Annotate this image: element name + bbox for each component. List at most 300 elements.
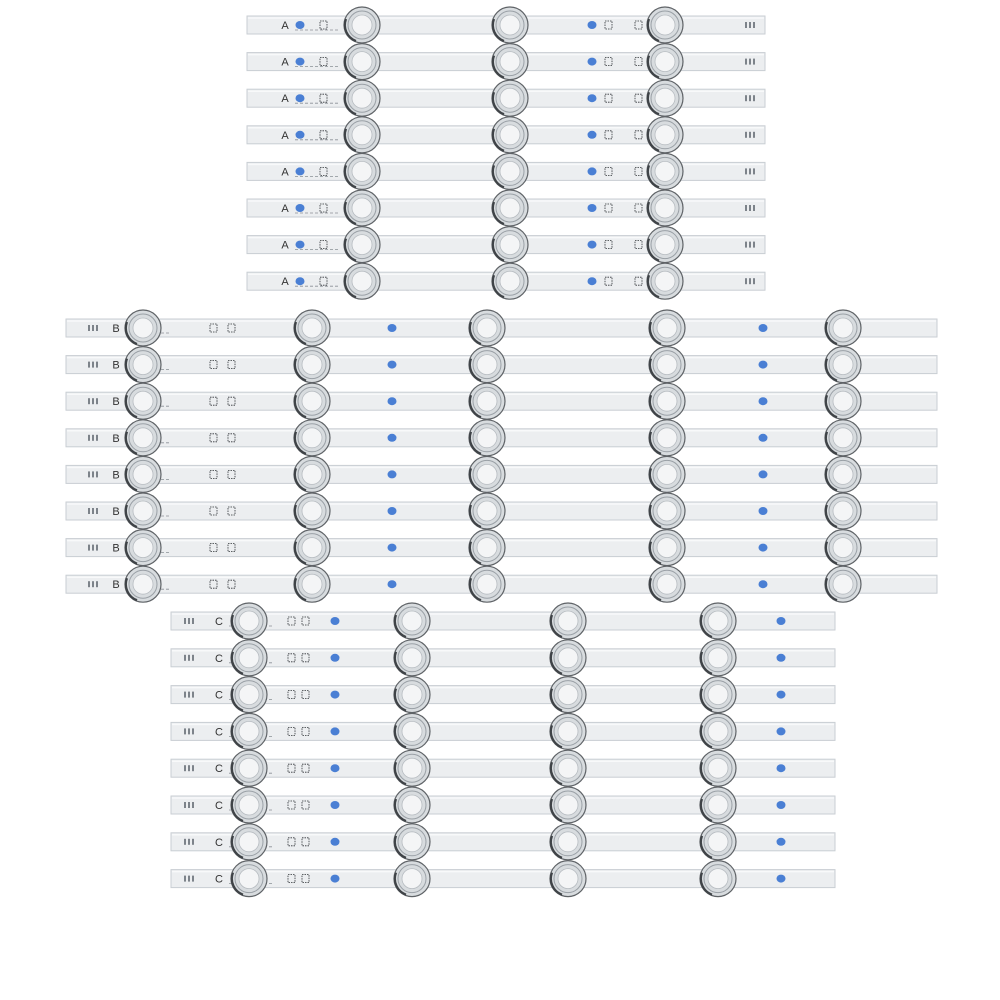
- lens-inner: [558, 721, 578, 741]
- lens-inner: [402, 832, 422, 852]
- lens-inner: [657, 428, 677, 448]
- lens-inner: [239, 758, 259, 778]
- lens-inner: [477, 428, 497, 448]
- lens-inner: [657, 574, 677, 594]
- blue-marker: [388, 434, 397, 442]
- led-lens: [700, 861, 736, 897]
- led-lens: [469, 566, 505, 602]
- led-lens: [492, 190, 528, 226]
- led-lens: [125, 493, 161, 529]
- blue-marker: [331, 875, 340, 883]
- led-lens: [231, 640, 267, 676]
- lens-inner: [402, 869, 422, 889]
- strip-letter-label: C: [215, 763, 223, 776]
- led-lens: [700, 824, 736, 860]
- blue-marker: [759, 544, 768, 552]
- connector-pin: [749, 168, 751, 174]
- led-lens: [647, 117, 683, 153]
- led-lens: [125, 456, 161, 492]
- strip-letter-label: A: [281, 166, 289, 179]
- led-lens: [492, 227, 528, 263]
- strip-letter-label: C: [215, 873, 223, 886]
- connector-pin: [92, 398, 94, 404]
- led-lens: [550, 861, 586, 897]
- led-lens: [649, 420, 685, 456]
- lens-inner: [133, 501, 153, 521]
- connector-pin: [96, 435, 98, 441]
- blue-marker: [331, 654, 340, 662]
- connector-pin: [92, 435, 94, 441]
- blue-marker: [777, 691, 786, 699]
- strip-letter-label: C: [215, 800, 223, 812]
- lens-inner: [708, 832, 728, 852]
- led-lens: [492, 7, 528, 43]
- lens-inner: [133, 355, 153, 375]
- lens-inner: [657, 538, 677, 558]
- blue-marker: [588, 241, 597, 249]
- strip-letter-label: B: [112, 396, 120, 409]
- blue-marker: [588, 204, 597, 212]
- blue-marker: [331, 727, 340, 735]
- lens-inner: [708, 869, 728, 889]
- lens-inner: [708, 795, 728, 815]
- connector-pin: [745, 168, 747, 174]
- led-lens: [469, 493, 505, 529]
- connector-pin: [192, 618, 194, 624]
- led-lens: [550, 713, 586, 749]
- connector-pin: [92, 508, 94, 514]
- connector-pin: [749, 132, 751, 138]
- lens-inner: [708, 648, 728, 668]
- lens-inner: [352, 235, 372, 255]
- lens-inner: [708, 611, 728, 631]
- lens-inner: [833, 391, 853, 411]
- strip-letter-label: B: [112, 323, 120, 335]
- lens-inner: [402, 648, 422, 668]
- strip-letter-label: B: [112, 359, 120, 372]
- led-lens: [469, 420, 505, 456]
- blue-marker: [759, 397, 768, 405]
- blue-marker: [331, 801, 340, 809]
- blue-marker: [588, 277, 597, 285]
- strip-letter-label: B: [112, 542, 120, 555]
- connector-pin: [88, 581, 90, 587]
- lens-inner: [477, 464, 497, 484]
- strip-letter-label: A: [281, 129, 289, 142]
- lens-inner: [352, 52, 372, 72]
- lens-inner: [402, 611, 422, 631]
- connector-pin: [745, 205, 747, 211]
- connector-pin: [188, 618, 190, 624]
- lens-inner: [558, 758, 578, 778]
- led-lens: [825, 420, 861, 456]
- led-lens: [649, 530, 685, 566]
- lens-inner: [352, 125, 372, 145]
- led-lens: [649, 383, 685, 419]
- blue-marker: [331, 838, 340, 846]
- blue-marker: [388, 580, 397, 588]
- led-lens: [231, 861, 267, 897]
- lens-inner: [500, 15, 520, 35]
- connector-pin: [745, 242, 747, 248]
- lens-inner: [239, 685, 259, 705]
- blue-marker: [759, 434, 768, 442]
- led-lens: [294, 310, 330, 346]
- led-lens: [647, 227, 683, 263]
- connector-pin: [192, 728, 194, 734]
- lens-inner: [133, 391, 153, 411]
- lens-inner: [239, 611, 259, 631]
- connector-pin: [192, 655, 194, 661]
- led-lens: [700, 640, 736, 676]
- connector-pin: [745, 278, 747, 284]
- led-lens: [344, 7, 380, 43]
- lens-inner: [402, 795, 422, 815]
- led-lens: [700, 677, 736, 713]
- led-lens: [344, 190, 380, 226]
- lens-inner: [500, 88, 520, 108]
- strip-letter-label: C: [215, 616, 223, 628]
- led-lens: [294, 456, 330, 492]
- connector-pin: [188, 765, 190, 771]
- led-lens: [294, 493, 330, 529]
- strip-letter-label: C: [215, 726, 223, 739]
- led-lens: [649, 493, 685, 529]
- led-lens: [647, 7, 683, 43]
- lens-inner: [655, 161, 675, 181]
- connector-pin: [192, 692, 194, 698]
- led-lens: [394, 713, 430, 749]
- blue-marker: [588, 21, 597, 29]
- led-lens: [344, 263, 380, 299]
- led-lens: [344, 44, 380, 80]
- lens-inner: [708, 685, 728, 705]
- led-lens: [550, 750, 586, 786]
- led-lens: [231, 787, 267, 823]
- lens-inner: [657, 501, 677, 521]
- led-lens: [649, 566, 685, 602]
- connector-pin: [88, 471, 90, 477]
- led-lens: [231, 824, 267, 860]
- lens-inner: [302, 318, 322, 338]
- led-lens: [825, 530, 861, 566]
- blue-marker: [759, 507, 768, 515]
- led-lens: [825, 493, 861, 529]
- lens-inner: [833, 318, 853, 338]
- blue-marker: [331, 617, 340, 625]
- led-lens: [469, 310, 505, 346]
- lens-inner: [558, 795, 578, 815]
- led-lens: [825, 347, 861, 383]
- lens-inner: [302, 464, 322, 484]
- connector-pin: [745, 22, 747, 28]
- connector-pin: [88, 325, 90, 331]
- lens-inner: [500, 161, 520, 181]
- lens-inner: [477, 391, 497, 411]
- blue-marker: [296, 58, 305, 66]
- connector-pin: [753, 59, 755, 65]
- led-lens: [647, 263, 683, 299]
- lens-inner: [657, 464, 677, 484]
- led-lens: [125, 310, 161, 346]
- led-lens: [649, 347, 685, 383]
- lens-inner: [402, 685, 422, 705]
- lens-inner: [239, 648, 259, 668]
- lens-inner: [302, 428, 322, 448]
- lens-inner: [833, 464, 853, 484]
- lens-inner: [239, 721, 259, 741]
- connector-pin: [192, 802, 194, 808]
- strip-letter-label: A: [281, 93, 289, 106]
- lens-inner: [558, 685, 578, 705]
- led-lens: [649, 456, 685, 492]
- lens-inner: [239, 869, 259, 889]
- blue-marker: [759, 580, 768, 588]
- strip-letter-label: A: [281, 203, 289, 215]
- strip-letter-label: B: [112, 579, 120, 592]
- led-lens: [550, 603, 586, 639]
- strip-letter-label: A: [281, 239, 289, 252]
- lens-inner: [655, 125, 675, 145]
- led-lens: [231, 677, 267, 713]
- connector-pin: [92, 362, 94, 368]
- connector-pin: [96, 581, 98, 587]
- led-lens: [647, 80, 683, 116]
- blue-marker: [331, 764, 340, 772]
- lens-inner: [833, 501, 853, 521]
- strip-letter-label: A: [281, 20, 289, 32]
- connector-pin: [745, 59, 747, 65]
- led-lens: [294, 566, 330, 602]
- led-lens: [647, 153, 683, 189]
- connector-pin: [88, 545, 90, 551]
- connector-pin: [188, 692, 190, 698]
- connector-pin: [88, 508, 90, 514]
- connector-pin: [92, 545, 94, 551]
- connector-pin: [184, 728, 186, 734]
- blue-marker: [331, 691, 340, 699]
- connector-pin: [184, 765, 186, 771]
- lens-inner: [500, 271, 520, 291]
- lens-inner: [302, 355, 322, 375]
- lens-inner: [708, 758, 728, 778]
- led-lens: [125, 383, 161, 419]
- blue-marker: [777, 875, 786, 883]
- connector-pin: [92, 581, 94, 587]
- led-lens: [394, 603, 430, 639]
- blue-marker: [588, 167, 597, 175]
- led-lens: [649, 310, 685, 346]
- led-lens: [344, 80, 380, 116]
- led-lens: [825, 383, 861, 419]
- lens-inner: [239, 832, 259, 852]
- connector-pin: [188, 876, 190, 882]
- connector-pin: [184, 802, 186, 808]
- lens-inner: [833, 355, 853, 375]
- lens-inner: [302, 501, 322, 521]
- led-lens: [647, 44, 683, 80]
- lens-inner: [500, 125, 520, 145]
- lens-inner: [708, 721, 728, 741]
- blue-marker: [759, 324, 768, 332]
- led-lens: [700, 787, 736, 823]
- strip-letter-label: C: [215, 652, 223, 665]
- connector-pin: [92, 325, 94, 331]
- blue-marker: [388, 397, 397, 405]
- connector-pin: [96, 398, 98, 404]
- lens-inner: [302, 391, 322, 411]
- lens-inner: [657, 318, 677, 338]
- led-lens: [344, 153, 380, 189]
- lens-inner: [500, 198, 520, 218]
- led-lens: [469, 530, 505, 566]
- connector-pin: [192, 839, 194, 845]
- blue-marker: [296, 204, 305, 212]
- connector-pin: [192, 765, 194, 771]
- connector-pin: [88, 362, 90, 368]
- connector-pin: [753, 205, 755, 211]
- lens-inner: [833, 428, 853, 448]
- blue-marker: [759, 361, 768, 369]
- led-lens: [647, 190, 683, 226]
- connector-pin: [749, 59, 751, 65]
- connector-pin: [745, 95, 747, 101]
- blue-marker: [777, 617, 786, 625]
- lens-inner: [655, 198, 675, 218]
- connector-pin: [188, 802, 190, 808]
- blue-marker: [777, 727, 786, 735]
- lens-inner: [655, 15, 675, 35]
- led-lens: [125, 347, 161, 383]
- led-lens: [550, 824, 586, 860]
- blue-marker: [777, 654, 786, 662]
- led-lens: [825, 566, 861, 602]
- lens-inner: [655, 271, 675, 291]
- lens-inner: [352, 88, 372, 108]
- led-lens: [125, 420, 161, 456]
- connector-pin: [96, 325, 98, 331]
- led-lens: [294, 420, 330, 456]
- lens-inner: [477, 355, 497, 375]
- connector-pin: [96, 508, 98, 514]
- connector-pin: [184, 839, 186, 845]
- lens-inner: [133, 318, 153, 338]
- blue-marker: [296, 21, 305, 29]
- led-lens: [294, 347, 330, 383]
- lens-inner: [352, 271, 372, 291]
- connector-pin: [749, 95, 751, 101]
- connector-pin: [745, 132, 747, 138]
- blue-marker: [388, 470, 397, 478]
- connector-pin: [184, 876, 186, 882]
- led-lens: [492, 44, 528, 80]
- lens-inner: [352, 15, 372, 35]
- led-lens: [492, 263, 528, 299]
- led-lens: [125, 530, 161, 566]
- lens-inner: [833, 574, 853, 594]
- led-lens: [231, 750, 267, 786]
- lens-inner: [352, 161, 372, 181]
- connector-pin: [749, 22, 751, 28]
- lens-inner: [558, 869, 578, 889]
- connector-pin: [192, 876, 194, 882]
- lens-inner: [833, 538, 853, 558]
- connector-pin: [753, 242, 755, 248]
- connector-pin: [188, 839, 190, 845]
- connector-pin: [753, 22, 755, 28]
- blue-marker: [759, 470, 768, 478]
- led-lens: [394, 677, 430, 713]
- connector-pin: [184, 655, 186, 661]
- connector-pin: [753, 132, 755, 138]
- led-lens: [344, 227, 380, 263]
- blue-marker: [777, 838, 786, 846]
- connector-pin: [753, 168, 755, 174]
- connector-pin: [749, 205, 751, 211]
- blue-marker: [296, 167, 305, 175]
- strip-letter-label: B: [112, 432, 120, 445]
- lens-inner: [133, 574, 153, 594]
- led-lens: [394, 861, 430, 897]
- lens-inner: [352, 198, 372, 218]
- blue-marker: [388, 324, 397, 332]
- led-lens: [700, 713, 736, 749]
- led-lens: [469, 456, 505, 492]
- connector-pin: [96, 545, 98, 551]
- led-lens: [492, 80, 528, 116]
- blue-marker: [296, 241, 305, 249]
- lens-inner: [302, 538, 322, 558]
- connector-pin: [188, 728, 190, 734]
- led-lens: [469, 383, 505, 419]
- connector-pin: [96, 362, 98, 368]
- lens-inner: [655, 235, 675, 255]
- led-lens: [294, 383, 330, 419]
- strip-letter-label: A: [281, 276, 289, 289]
- strip-letter-label: C: [215, 689, 223, 702]
- led-lens: [394, 787, 430, 823]
- lens-inner: [402, 721, 422, 741]
- lens-inner: [402, 758, 422, 778]
- lens-inner: [655, 52, 675, 72]
- connector-pin: [88, 398, 90, 404]
- lens-inner: [558, 611, 578, 631]
- connector-pin: [749, 242, 751, 248]
- lens-inner: [477, 574, 497, 594]
- blue-marker: [296, 94, 305, 102]
- led-lens: [394, 750, 430, 786]
- blue-marker: [388, 361, 397, 369]
- blue-marker: [588, 94, 597, 102]
- connector-pin: [184, 692, 186, 698]
- lens-inner: [477, 318, 497, 338]
- led-lens: [492, 117, 528, 153]
- blue-marker: [296, 277, 305, 285]
- led-lens: [700, 750, 736, 786]
- led-lens: [231, 713, 267, 749]
- lens-inner: [239, 795, 259, 815]
- led-lens: [469, 347, 505, 383]
- led-lens: [394, 640, 430, 676]
- lens-inner: [477, 501, 497, 521]
- blue-marker: [388, 507, 397, 515]
- lens-inner: [558, 832, 578, 852]
- lens-inner: [133, 464, 153, 484]
- blue-marker: [296, 131, 305, 139]
- connector-pin: [188, 655, 190, 661]
- lens-inner: [133, 428, 153, 448]
- connector-pin: [88, 435, 90, 441]
